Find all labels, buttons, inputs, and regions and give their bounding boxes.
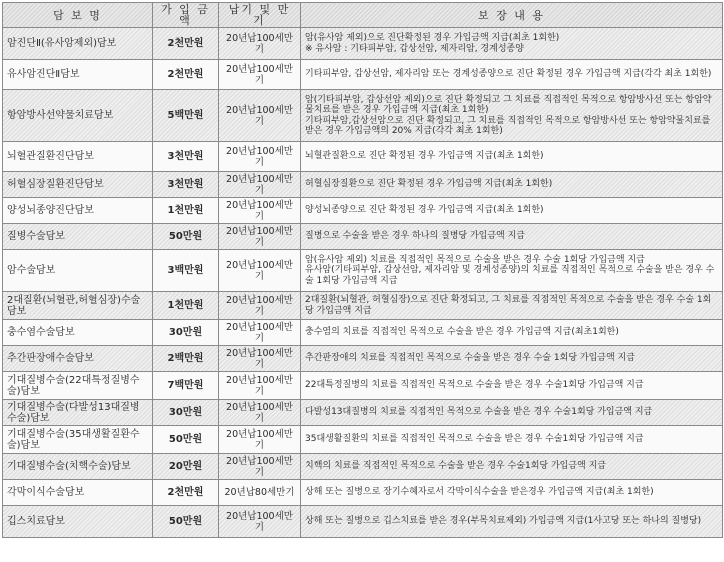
amount-cell: 3천만원 [153,142,219,172]
table-row [3,90,723,142]
details-cell: 기타피부암, 갑상선암, 제자리암 또는 경계성종양으로 진단 확정된 경우 가입금액 지급(각각 최초 1회한) [301,60,723,90]
details-cell: 허혈심장질환으로 진단 확정된 경우 가입금액 지급(최초 1회한) [301,172,723,198]
table-row [3,346,723,372]
amount-cell: 50만원 [153,224,219,250]
term-cell: 20년납100세만기 [219,198,301,224]
amount-cell: 5백만원 [153,90,219,142]
header-row [3,3,723,28]
table-row [3,506,723,538]
details-cell: 암(유사암 제외)으로 진단확정된 경우 가입금액 지급(최초 1회한) ※ 유사암 : 기타피부암, 갑상선암, 제자리암, 경계성종양 [301,28,723,60]
term-cell: 20년납100세만기 [219,506,301,538]
amount-cell: 2천만원 [153,28,219,60]
coverage-name-cell: 뇌혈관질환진단담보 [3,142,153,172]
amount-cell: 7백만원 [153,372,219,400]
coverage-name-cell: 기대질병수술(35대생활질환수술)담보 [3,426,153,454]
details-cell: 암(유사암 제외) 치료를 직접적인 목적으로 수술을 받은 경우 수술 1회당 가입금액 지급 유사암(기타피부암, 갑상선암, 제자리암 및 경계성종양)의 치료를 직접적인 목적으로 수술을 받은 경우 수술 1회당 가입금액 지급 [301,250,723,292]
term-cell: 20년납80세만기 [219,480,301,506]
amount-cell: 50만원 [153,506,219,538]
amount-cell: 2천만원 [153,480,219,506]
coverage-name-cell: 질병수술담보 [3,224,153,250]
coverage-name-cell: 기대질병수술(치핵수술)담보 [3,454,153,480]
amount-cell: 3천만원 [153,172,219,198]
table-row [3,320,723,346]
amount-cell: 1천만원 [153,292,219,320]
term-cell: 20년납100세만기 [219,400,301,426]
table-row [3,454,723,480]
coverage-name-cell: 기대질병수술(다발성13대질병수술)담보 [3,400,153,426]
term-cell: 20년납100세만기 [219,372,301,400]
amount-cell: 50만원 [153,426,219,454]
details-cell: 다발성13대질병의 치료를 직접적인 목적으로 수술을 받은 경우 수술1회당 가입금액 지급 [301,400,723,426]
amount-cell: 1천만원 [153,198,219,224]
term-cell: 20년납100세만기 [219,60,301,90]
table-row [3,480,723,506]
details-cell: 충수염의 치료를 직접적인 목적으로 수술을 받은 경우 가입금액 지급(최초1회한) [301,320,723,346]
coverage-name-cell: 유사암진단Ⅱ담보 [3,60,153,90]
details-cell: 암(기타피부암, 갑상선암 제외)으로 진단 확정되고 그 치료를 직접적인 목적으로 항암방사선 또는 항암약물치료를 받은 경우 가입금액 지급(최초 1회한) 기타피부암,갑상선암으로 진단 확정되고, 그 치료를 직접적인 목적으로 항암방사선 또는 항암약물치료를 받은 경우 가입금액의 20% 지급(각각 최초 1회한) [301,90,723,142]
table-row [3,372,723,400]
table-row [3,426,723,454]
coverage-name-cell: 양성뇌종양진단담보 [3,198,153,224]
amount-cell: 2백만원 [153,346,219,372]
term-cell: 20년납100세만기 [219,142,301,172]
coverage-name-cell: 2대질환(뇌혈관,허혈심장)수술담보 [3,292,153,320]
details-cell: 질병으로 수술을 받은 경우 하나의 질병당 가입금액 지급 [301,224,723,250]
header-coverage-name: 담 보 명 [3,3,153,28]
table-row [3,198,723,224]
term-cell: 20년납100세만기 [219,346,301,372]
table-row [3,60,723,90]
amount-cell: 30만원 [153,400,219,426]
header-term: 납기 및 만기 [219,3,301,28]
table-row [3,224,723,250]
details-cell: 상해 또는 질병으로 깁스치료를 받은 경우(부목치료제외) 가입금액 지급(1사고당 또는 하나의 질병당) [301,506,723,538]
coverage-name-cell: 충수염수술담보 [3,320,153,346]
term-cell: 20년납100세만기 [219,90,301,142]
term-cell: 20년납100세만기 [219,454,301,480]
details-cell: 치핵의 치료를 직접적인 목적으로 수술을 받은 경우 수술1회당 가입금액 지급 [301,454,723,480]
table-row [3,400,723,426]
amount-cell: 30만원 [153,320,219,346]
details-cell: 상해 또는 질병으로 장기수혜자로서 각막이식수술을 받은경우 가입금액 지급(최초 1회한) [301,480,723,506]
details-cell: 추간판장애의 치료를 직접적인 목적으로 수술을 받은 경우 수술 1회당 가입금액 지급 [301,346,723,372]
amount-cell: 20만원 [153,454,219,480]
header-amount: 가 입 금 액 [153,3,219,28]
term-cell: 20년납100세만기 [219,224,301,250]
amount-cell: 3백만원 [153,250,219,292]
coverage-name-cell: 깁스치료담보 [3,506,153,538]
details-cell: 22대특정질병의 치료를 직접적인 목적으로 수술을 받은 경우 수술1회당 가입금액 지급 [301,372,723,400]
coverage-name-cell: 추간판장애수술담보 [3,346,153,372]
table-row [3,28,723,60]
coverage-table [2,2,723,538]
coverage-name-cell: 암수술담보 [3,250,153,292]
details-cell: 양성뇌종양으로 진단 확정된 경우 가입금액 지급(최초 1회한) [301,198,723,224]
coverage-name-cell: 암진단Ⅱ(유사암제외)담보 [3,28,153,60]
table-row [3,292,723,320]
term-cell: 20년납100세만기 [219,28,301,60]
coverage-name-cell: 기대질병수술(22대특정질병수술)담보 [3,372,153,400]
table-row [3,142,723,172]
coverage-name-cell: 각막이식수술담보 [3,480,153,506]
details-cell: 35대생활질환의 치료를 직접적인 목적으로 수술을 받은 경우 수술1회당 가입금액 지급 [301,426,723,454]
header-details: 보 장 내 용 [301,3,723,28]
term-cell: 20년납100세만기 [219,250,301,292]
coverage-name-cell: 허혈심장질환진단담보 [3,172,153,198]
term-cell: 20년납100세만기 [219,292,301,320]
term-cell: 20년납100세만기 [219,320,301,346]
table-row [3,250,723,292]
details-cell: 2대질환(뇌혈관, 허혈심장)으로 진단 확정되고, 그 치료를 직접적인 목적으로 수술을 받은 경우 수술 1회당 가입금액 지급 [301,292,723,320]
details-cell: 뇌혈관질환으로 진단 확정된 경우 가입금액 지급(최초 1회한) [301,142,723,172]
table-row [3,172,723,198]
term-cell: 20년납100세만기 [219,172,301,198]
term-cell: 20년납100세만기 [219,426,301,454]
coverage-name-cell: 항암방사선약물치료담보 [3,90,153,142]
amount-cell: 2천만원 [153,60,219,90]
